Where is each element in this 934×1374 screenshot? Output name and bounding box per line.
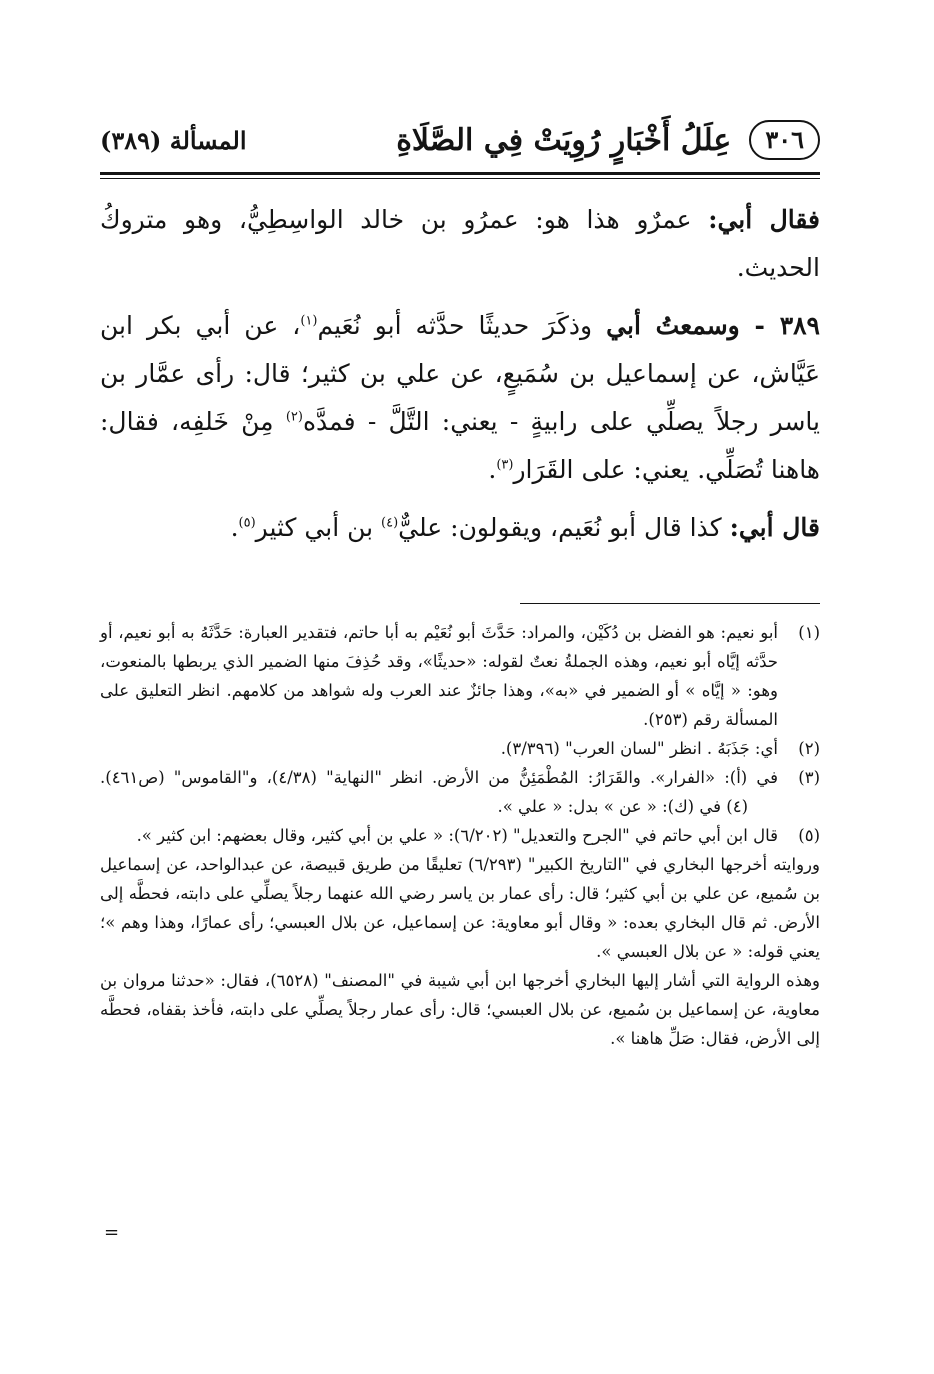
footnote-ref[interactable]: (١) [300, 313, 318, 329]
page-header [100, 110, 820, 170]
header-rule-thick [100, 172, 820, 175]
footnote-1 [100, 618, 820, 734]
paragraph-text: عمرٌو هذا هو: عمرُو بن خالد الواسِطِيُّ، وهو متروكُ الحديث. [100, 205, 820, 282]
issue-heading: ٣٨٩ - وسمعتُ أبي [606, 311, 820, 340]
footnote-number: (٢) [798, 739, 820, 758]
footnote-number: (٥) [798, 826, 820, 845]
footnote-5-continuation [100, 850, 820, 1053]
paragraph-text: . [488, 455, 497, 484]
paragraph-3 [100, 504, 820, 552]
footnote-separator [520, 603, 820, 604]
footnote-text: أبو نعيم: هو الفضل بن دُكَيْن، والمراد: حَدَّثَ أبو نُعَيْم به أبا حاتم، فتقدير العبارة: حَدَّثَهُ به أبو نعيم، أو حدَّثه إيَّاه أبو نعيم، وهذه الجملةُ نعتٌ لقوله: «حديثًا»، وقد حُذِفَ منها الضمير الذي يربطها بالمنعوت، وهو: « إيَّاه » أو الضمير في «به»، وهذا جائزٌ عند العرب وله شواهد من كلامهم. انظر التعليق على المسألة رقم (٢٥٣). [100, 623, 778, 729]
page-number-badge: ٣٠٦ [749, 120, 820, 160]
footnote-text: أي: جَذَبَهُ . انظر "لسان العرب" (٣/٣٩٦). [500, 739, 778, 758]
footnote-text: في (ك): « عن » بدل: « علي ». [497, 797, 721, 816]
paragraph-2 [100, 302, 820, 494]
paragraph-text: مِنْ خَلفِه، فقال: هاهنا تُصَلِّي. يعني: على القَرَار [100, 407, 820, 484]
footnote-paragraph: وروايته أخرجها البخاري في "التاريخ الكبير" (٦/٢٩٣) تعليقًا من طريق قبيصة، عن عبدالواحد، عن إسماعيل بن سُميع، عن علي بن أبي كثير؛ قال: رأى عمار بن ياسر رضي الله عنهما رجلاً يصلِّي على دابته، فحطَّه إلى الأرض. ثم قال البخاري بعده: « وقال أبو معاوية: عن إسماعيل، عن بلال العبسي؛ رأى عمارًا، وهذا وهم »؛ يعني قوله: « عن بلال العبسي ». [100, 855, 820, 961]
footnote-ref[interactable]: (٥) [238, 515, 256, 531]
footnote-2 [100, 734, 820, 763]
paragraph-text: . [230, 513, 239, 542]
footnotes [100, 618, 820, 1053]
continuation-mark: = [104, 1222, 120, 1243]
footnote-ref[interactable]: (٣) [496, 457, 514, 473]
paragraph-text: ، عن أبي بكر ابن عَيَّاش، عن إسماعيل بن سُمَيعٍ، عن علي بن كثير؛ قال: رأى عمَّار بن ياسر رجلاً يصلِّي على رابيةٍ - يعني: التَّلَّ - فمدَّه [100, 311, 820, 436]
footnote-text: في (أ): «الفرار». والقَرَارُ: المُطْمَئِنُّ من الأرض. انظر "النهاية" (٤/٣٨)، و"القاموس" (ص٤٦١). [100, 768, 778, 787]
main-text [100, 196, 820, 562]
issue-label: المسألة (٣٨٩) [100, 125, 247, 155]
footnote-3 [100, 763, 820, 821]
footnote-paragraph: وهذه الرواية التي أشار إليها البخاري أخرجها ابن أبي شيبة في "المصنف" (٦٥٢٨)، فقال: «حدثنا مروان بن معاوية، عن إسماعيل بن سُميع، عن بلال العبسي؛ قال: رأى عمار رجلاً يصلِّي على دابته، فأخذ بقفاه، فحطَّه إلى الأرض، فقال: صَلِّ هاهنا ». [100, 971, 820, 1048]
footnote-number: (٤) [726, 797, 748, 816]
footnote-ref[interactable]: (٢) [285, 409, 303, 425]
paragraph-text: بن أبي كثير [255, 513, 382, 542]
footnote-5 [100, 821, 820, 850]
footnote-ref[interactable]: (٤) [381, 515, 399, 531]
footnote-number: (١) [798, 623, 820, 642]
paragraph-text: كذا قال أبو نُعَيم، ويقولون: عليٌّ [398, 513, 730, 542]
footnote-4 [497, 797, 748, 816]
paragraph-1 [100, 196, 820, 292]
running-title: عِلَلُ أَخْبَارٍ رُوِيَتْ فِي الصَّلَاةِ [396, 122, 732, 158]
header-rule-thin [100, 178, 820, 179]
footnote-text: قال ابن أبي حاتم في "الجرح والتعديل" (٦/٢٠٢): « علي بن أبي كثير، وقال بعضهم: ابن كثير ». [136, 826, 778, 845]
speaker-label: قال أبي: [729, 513, 820, 542]
footnote-number: (٣) [798, 768, 820, 787]
paragraph-text: وذكَرَ حديثًا حدَّثه أبو نُعَيم [317, 311, 607, 340]
speaker-label: فقال أبي: [708, 205, 820, 234]
